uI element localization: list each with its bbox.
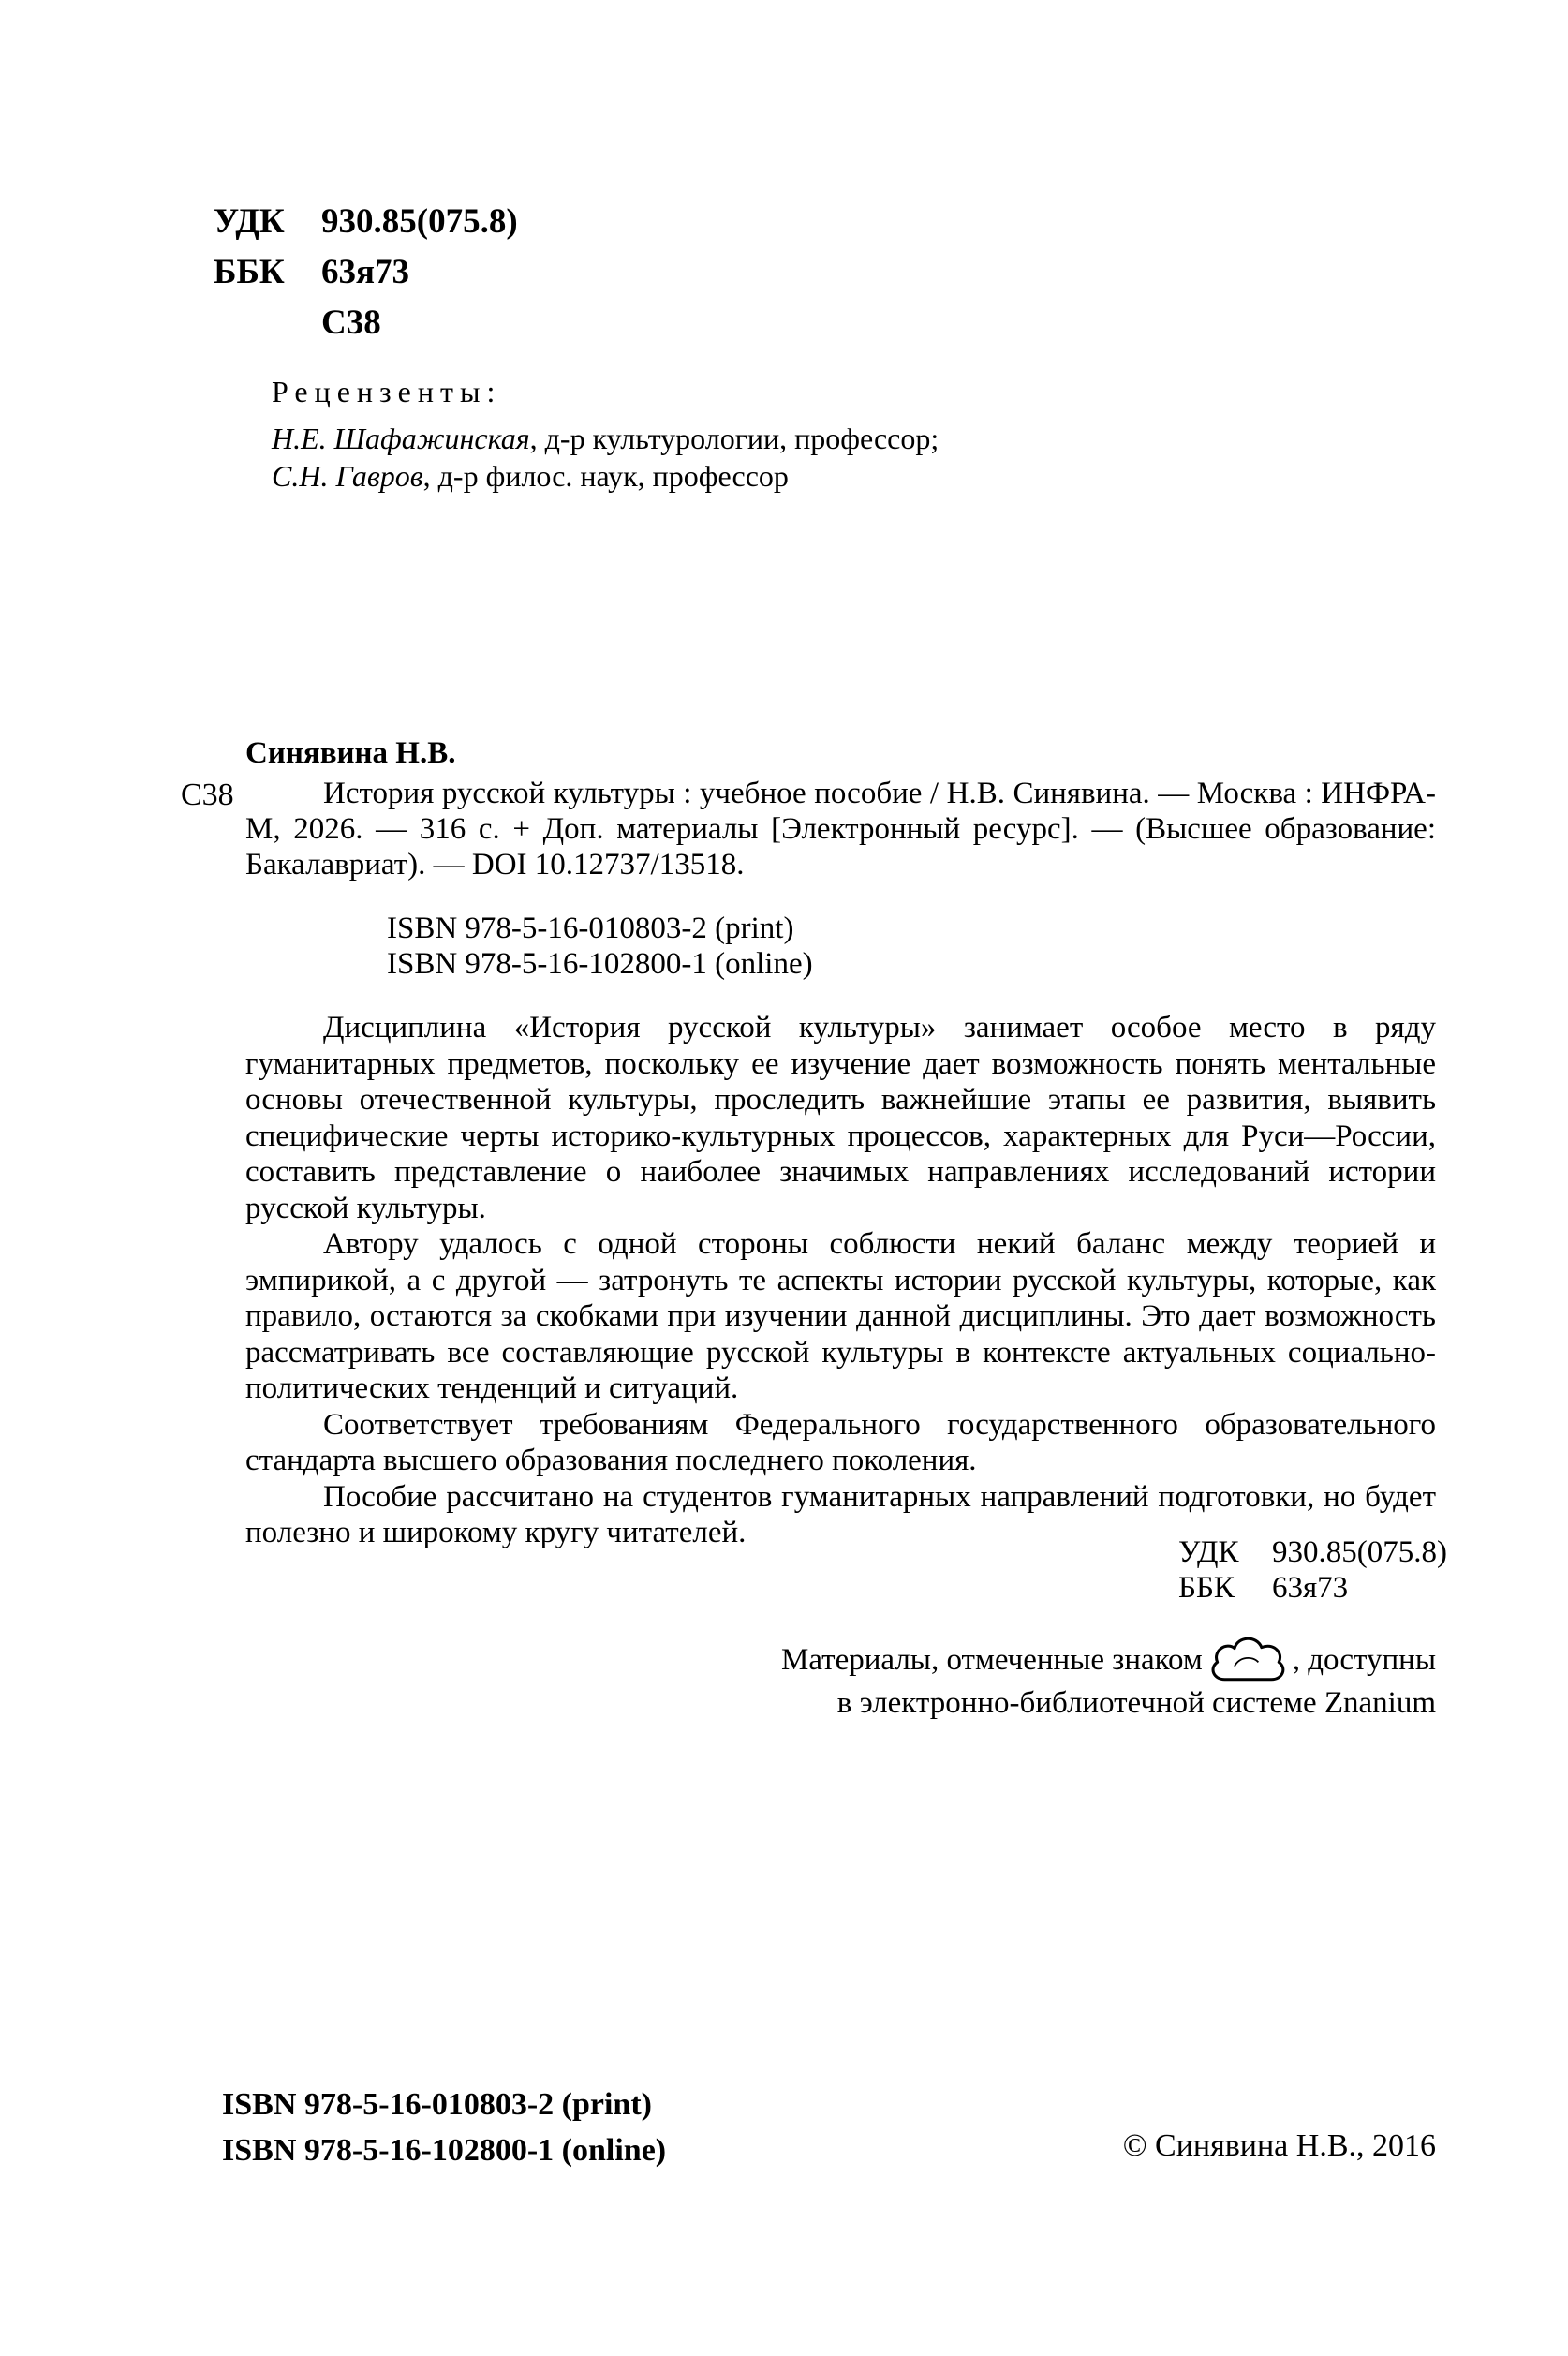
author-code-row — [214, 298, 518, 348]
right-classification-codes — [1178, 1534, 1447, 1606]
top-classification-codes — [214, 197, 518, 348]
annotation-paragraph: Дисциплина «История русской культуры» занимает особое место в ряду гуманитарных предметов, поскольку ее изучение дает возможность понять ментальные основы отечественной культуры, проследить важнейшие этапы ее развития, выявить специфические черты историко-культурных процессов, характерных для Руси—России, составить представление о наиболее значимых направлениях исследований истории русской культуры. — [245, 1011, 1436, 1225]
reviewers-block — [272, 373, 939, 495]
isbn-print: ISBN 978-5-16-010803-2 (print) — [387, 911, 794, 945]
annotation-block — [245, 1010, 1436, 1551]
author-heading: Синявина Н.В. — [245, 736, 456, 770]
reviewer-degree: , д-р филос. наук, профессор — [422, 459, 789, 493]
catalog-author-code: С38 — [181, 778, 234, 812]
bbk-value: 63я73 — [1272, 1571, 1349, 1605]
bibliographic-record: История русской культуры : учебное пособие / Н.В. Синявина. — Москва : ИНФРА-М, 2026. — 316 с. + Доп. материалы [Электронный ресурс]. — (Высшее образование: Бакалавриат). — DOI 10.12737/13518. — [245, 777, 1436, 882]
znanium-text-after: , доступны — [1292, 1643, 1436, 1677]
cloud-icon — [1206, 1632, 1289, 1684]
isbn-print: ISBN 978-5-16-010803-2 (print) — [222, 2087, 652, 2122]
udk-value: 930.85(075.8) — [321, 202, 518, 241]
reviewer-name: С.Н. Гавров — [272, 459, 423, 493]
znanium-text-before: Материалы, отмеченные знаком — [781, 1643, 1203, 1677]
annotation-paragraph: Соответствует требованиям Федерального государственного образовательного стандарта высшего образования последнего поколения. — [245, 1407, 1436, 1477]
znanium-line-2: в электронно-библиотечной системе Znanium — [836, 1686, 1436, 1720]
bbk-label: ББК — [1178, 1571, 1235, 1605]
reviewer-degree: , д-р культурологии, профессор; — [529, 422, 939, 455]
udk-label: УДК — [214, 202, 285, 241]
znanium-line-1 — [593, 1632, 1436, 1684]
bbk-value: 63я73 — [321, 253, 410, 291]
copyright-notice: © Синявина Н.В., 2016 — [1122, 2128, 1436, 2163]
bbk-row — [214, 247, 518, 298]
annotation-paragraph: Автору удалось с одной стороны соблюсти некий баланс между теорией и эмпирикой, а с другой — затронуть те аспекты истории русской культуры, которые, как правило, остаются за скобками при изучении данной дисциплины. Это дает возможность рассматривать все составляющие русской культуры в контексте актуальных социально-политических тенденций и ситуаций. — [245, 1227, 1436, 1405]
udk-row — [1178, 1534, 1447, 1570]
reviewers-heading: Рецензенты: — [272, 375, 502, 408]
udk-row — [214, 197, 518, 247]
reviewer-name: Н.Е. Шафажинская — [272, 422, 530, 455]
isbn-block-top — [387, 911, 813, 982]
isbn-online: ISBN 978-5-16-102800-1 (online) — [387, 947, 813, 981]
znanium-note — [593, 1632, 1436, 1722]
author-code-spacer — [214, 298, 321, 348]
annotation-paragraph: Пособие рассчитано на студентов гуманитарных направлений подготовки, но будет полезно и широкому кругу читателей. — [245, 1479, 1436, 1549]
isbn-block-bottom — [222, 2082, 666, 2173]
reviewer-line — [272, 420, 939, 457]
reviewer-line — [272, 457, 939, 495]
bbk-row — [1178, 1570, 1447, 1606]
udk-value: 930.85(075.8) — [1272, 1535, 1447, 1569]
author-code: С38 — [321, 304, 381, 342]
isbn-online: ISBN 978-5-16-102800-1 (online) — [222, 2133, 667, 2168]
udk-label: УДК — [1178, 1535, 1239, 1569]
bbk-label: ББК — [214, 253, 285, 291]
